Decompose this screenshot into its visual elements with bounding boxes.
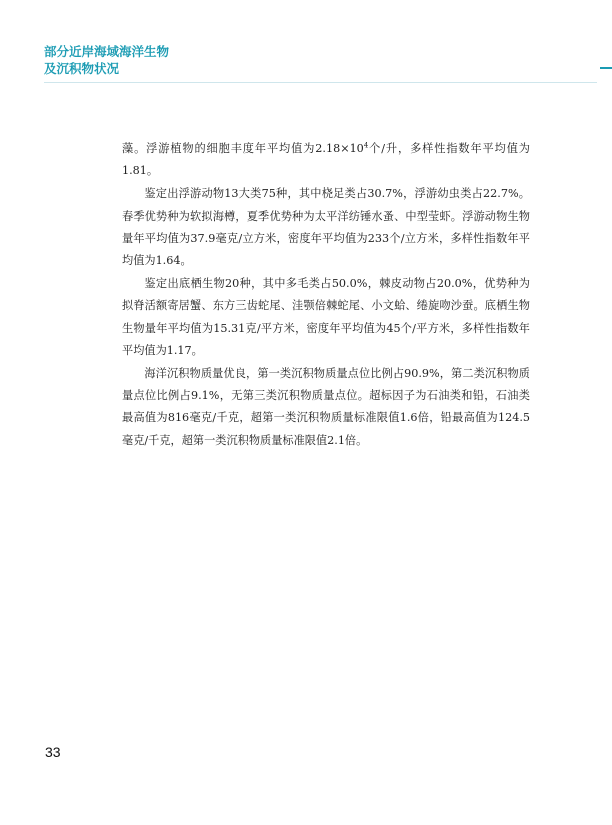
exponent: 4 bbox=[363, 141, 369, 150]
header-accent-mark bbox=[600, 67, 612, 69]
body-text bbox=[122, 138, 530, 453]
phytoplankton-text-end: 个/升，多样性指数年平均值为1.81。 bbox=[122, 142, 530, 178]
header-title-line-1: 部分近岸海域海洋生物 bbox=[44, 44, 170, 59]
paragraph-phytoplankton bbox=[122, 138, 530, 182]
phytoplankton-text-start: 藻。浮游植物的细胞丰度年平均值为2.18×10 bbox=[122, 142, 364, 155]
page-number: 33 bbox=[45, 744, 61, 760]
paragraph-zooplankton: 鉴定出浮游动物13大类75种，其中桡足类占30.7%，浮游幼虫类占22.7%。春季优势种为软拟海樽，夏季优势种为太平洋纺锤水蚤、中型莹虾。浮游动物生物量年平均值为37.9毫克/立方米，密度年平均值为233个/立方米，多样性指数年平均值为1.64。 bbox=[122, 187, 530, 268]
paragraph-sediment: 海洋沉积物质量优良，第一类沉积物质量点位比例占90.9%，第二类沉积物质量点位比例占9.1%，无第三类沉积物质量点位。超标因子为石油类和铅，石油类最高值为816毫克/千克，超第一类沉积物质量标准限值1.6倍，铅最高值为124.5毫克/千克，超第一类沉积物质量标准限值2.1倍。 bbox=[122, 367, 530, 447]
paragraph-benthos: 鉴定出底栖生物20种，其中多毛类占50.0%，棘皮动物占20.0%，优势种为拟脊活额寄居蟹、东方三齿蛇尾、洼颚倍棘蛇尾、小文蛤、绻旋吻沙蚕。底栖生物生物量年平均值为15.31克/平方米，密度年平均值为45个/平方米，多样性指数年平均值为1.17。 bbox=[122, 277, 530, 357]
header-divider bbox=[44, 82, 597, 83]
header-title-line-2: 及沉积物状况 bbox=[44, 61, 120, 76]
running-header bbox=[44, 43, 169, 77]
